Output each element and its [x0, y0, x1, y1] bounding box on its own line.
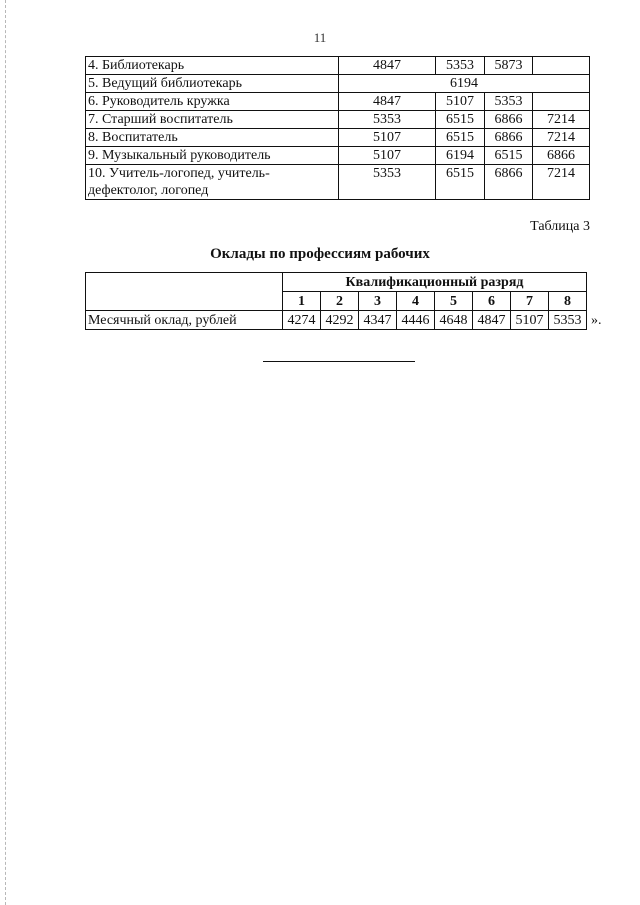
table-row [86, 75, 590, 93]
salary-cell: 4347 [359, 311, 397, 330]
end-divider [263, 361, 415, 362]
salary-cell: 5107 [511, 311, 549, 330]
grade-header: 6 [473, 292, 511, 311]
salary-cell: 4292 [321, 311, 359, 330]
closing-quote: ». [591, 313, 602, 328]
table-caption: Таблица 3 [530, 219, 590, 234]
grade-header: 1 [283, 292, 321, 311]
position-name-line: дефектолог, логопед [88, 183, 209, 198]
position-name: 6. Руководитель кружка [86, 93, 339, 111]
grade-group-header: Квалификационный разряд [283, 273, 587, 292]
salary-cell: 5107 [339, 129, 436, 147]
position-name-line: 10. Учитель-логопед, учитель- [88, 166, 270, 181]
salary-cell: 6866 [485, 165, 533, 200]
salary-cell: 6866 [533, 147, 590, 165]
position-name: 7. Старший воспитатель [86, 111, 339, 129]
grade-header: 8 [549, 292, 587, 311]
table-row [86, 147, 590, 165]
salary-cell: 5107 [339, 147, 436, 165]
salary-cell: 6866 [485, 111, 533, 129]
salary-cell: 6515 [436, 129, 485, 147]
salary-cell: 5353 [339, 165, 436, 200]
salary-cell: 7214 [533, 129, 590, 147]
row-label: Месячный оклад, рублей [86, 311, 283, 330]
position-name: 9. Музыкальный руководитель [86, 147, 339, 165]
grade-header: 2 [321, 292, 359, 311]
position-name: 8. Воспитатель [86, 129, 339, 147]
salary-cell: 4847 [339, 93, 436, 111]
salary-cell: 4847 [473, 311, 511, 330]
salary-cell: 6515 [485, 147, 533, 165]
table-row [86, 57, 590, 75]
grade-header: 7 [511, 292, 549, 311]
positions-salary-table [85, 56, 590, 200]
table-header-row [86, 273, 587, 292]
position-name: 5. Ведущий библиотекарь [86, 75, 339, 93]
salary-cell: 4847 [339, 57, 436, 75]
grade-header: 3 [359, 292, 397, 311]
salary-merged-cell: 6194 [339, 75, 590, 93]
table-row [86, 129, 590, 147]
salary-cell: 6194 [436, 147, 485, 165]
salary-cell [533, 57, 590, 75]
page-edge-line [5, 0, 6, 905]
salary-cell: 4446 [397, 311, 435, 330]
salary-cell: 4274 [283, 311, 321, 330]
salary-cell: 6515 [436, 111, 485, 129]
position-name [86, 165, 339, 200]
table-row [86, 93, 590, 111]
table-row [86, 311, 587, 330]
salary-cell: 5353 [339, 111, 436, 129]
salary-cell [533, 93, 590, 111]
workers-salary-table [85, 272, 587, 330]
grade-header: 4 [397, 292, 435, 311]
grade-header: 5 [435, 292, 473, 311]
salary-cell: 5107 [436, 93, 485, 111]
salary-cell: 5873 [485, 57, 533, 75]
empty-header-cell [86, 273, 283, 311]
salary-cell: 6866 [485, 129, 533, 147]
salary-cell: 7214 [533, 111, 590, 129]
salary-cell: 4648 [435, 311, 473, 330]
salary-cell: 5353 [436, 57, 485, 75]
salary-cell: 5353 [549, 311, 587, 330]
table-row [86, 165, 590, 200]
page-number: 11 [313, 30, 327, 45]
position-name: 4. Библиотекарь [86, 57, 339, 75]
table-title: Оклады по профессиям рабочих [210, 246, 430, 262]
salary-cell: 6515 [436, 165, 485, 200]
salary-cell: 7214 [533, 165, 590, 200]
table-row [86, 111, 590, 129]
salary-cell: 5353 [485, 93, 533, 111]
